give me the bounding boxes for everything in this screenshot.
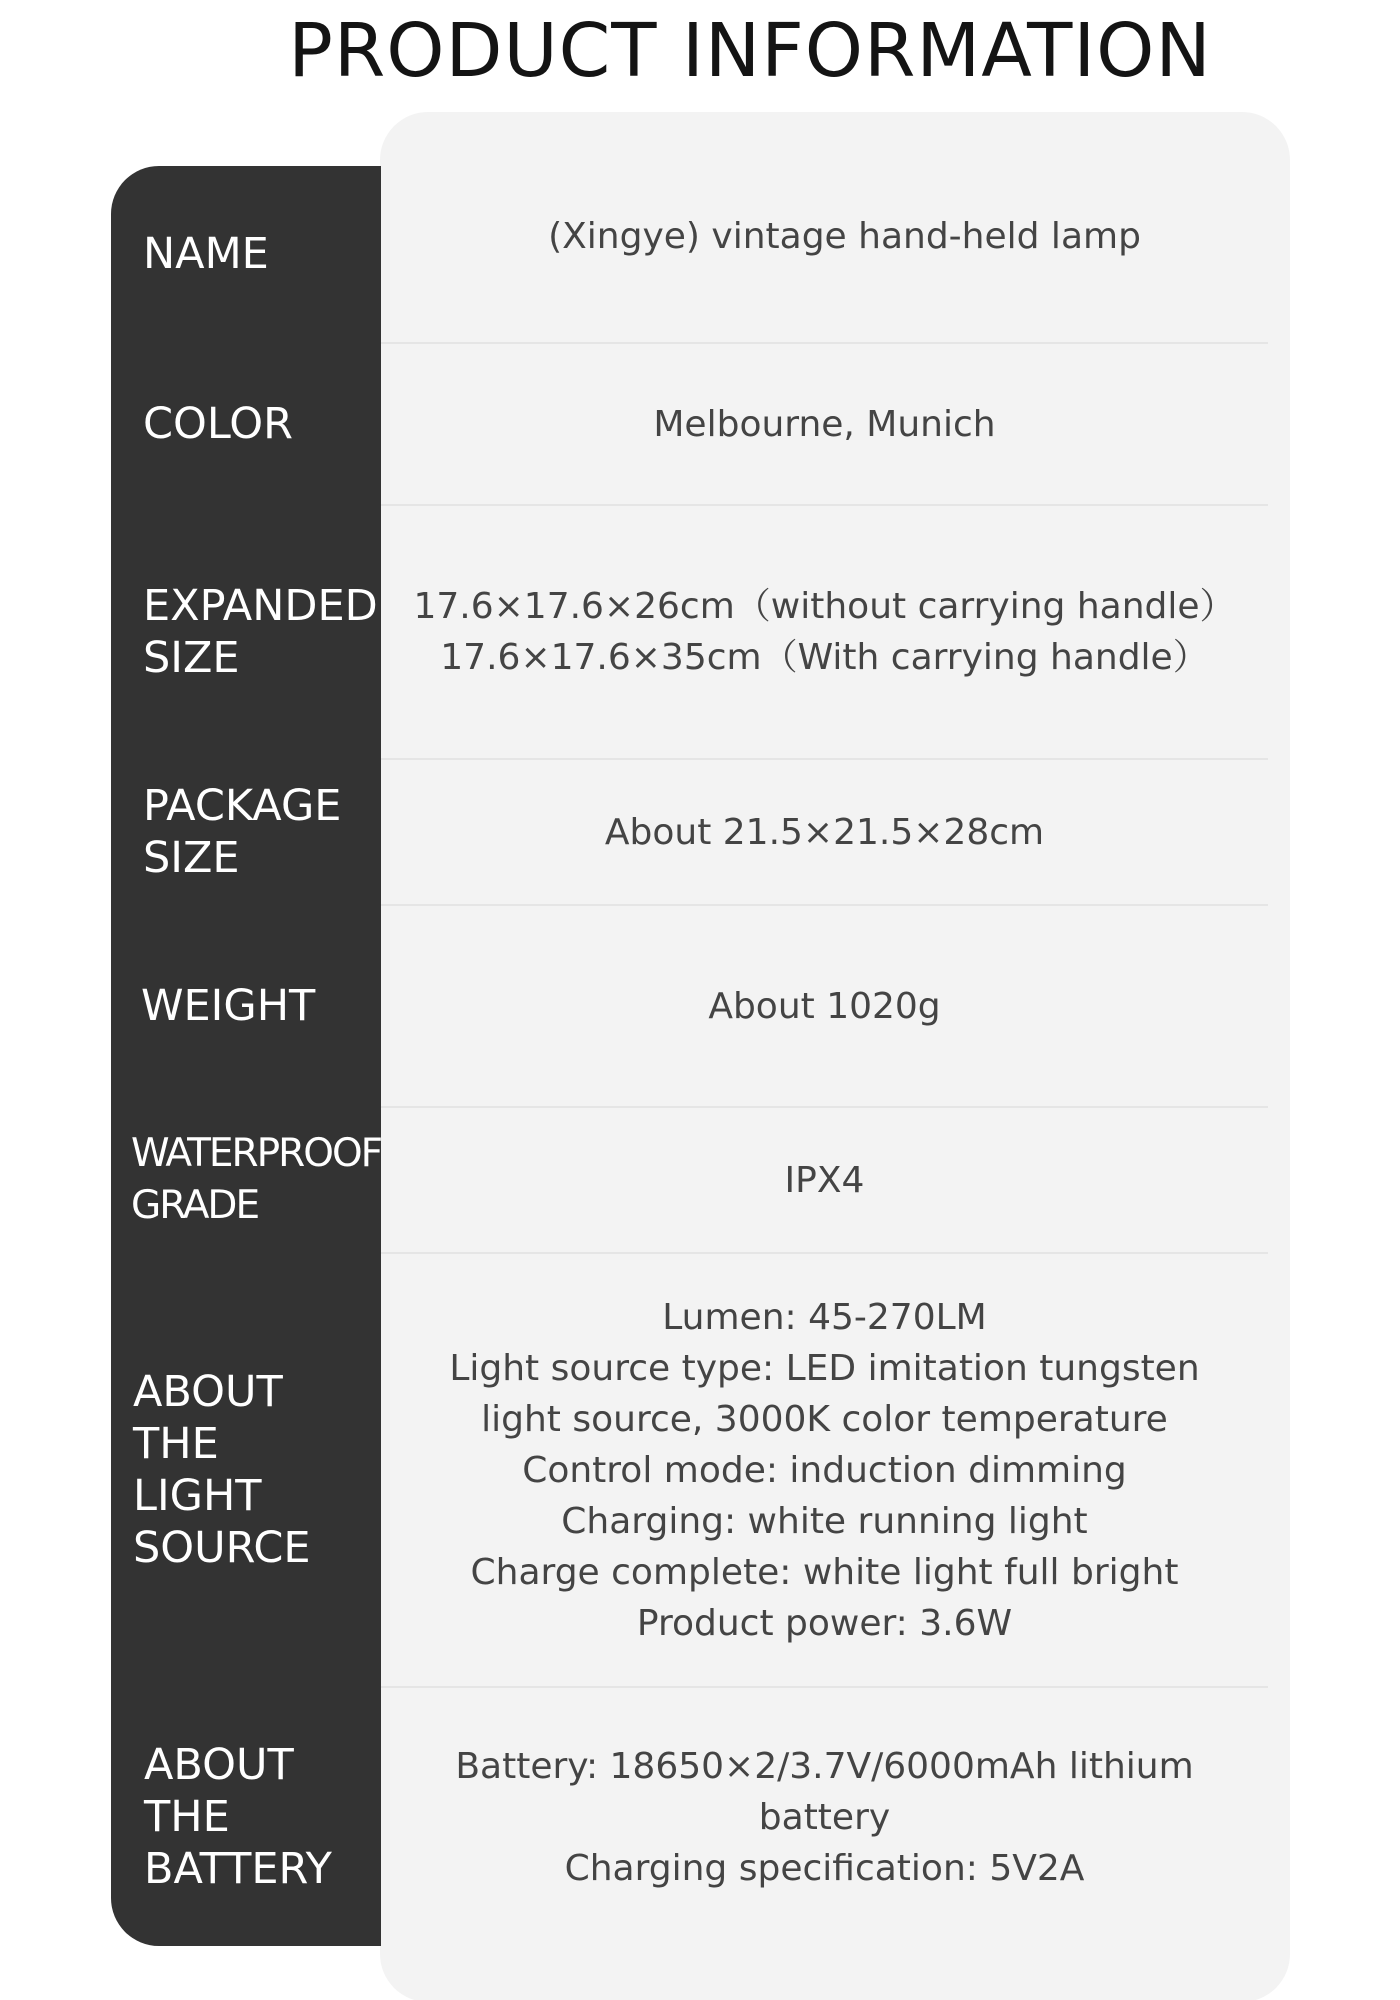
spec-label-light-source: ABOUT THE LIGHT SOURCE bbox=[133, 1367, 311, 1573]
spec-value-weight-text: About 1020g bbox=[708, 985, 941, 1027]
spec-value-color bbox=[381, 344, 1268, 504]
spec-value-color-text: Melbourne, Munich bbox=[653, 403, 996, 445]
spec-value-name-text: (Xingye) vintage hand-held lamp bbox=[548, 216, 1141, 257]
spec-label-package-size: PACKAGE SIZE bbox=[143, 781, 342, 883]
spec-value-waterproof-grade bbox=[381, 1108, 1268, 1252]
spec-row-waterproof-grade bbox=[111, 1108, 1268, 1252]
spec-label-weight: WEIGHT bbox=[141, 981, 316, 1031]
spec-value-package-size bbox=[381, 760, 1268, 904]
spec-label-name: NAME bbox=[143, 229, 269, 279]
spec-value-package-size-text: About 21.5×21.5×28cm bbox=[604, 811, 1045, 853]
spec-value-expanded-size bbox=[381, 506, 1268, 758]
spec-value-weight bbox=[381, 906, 1268, 1106]
spec-value-light-source bbox=[381, 1254, 1268, 1686]
spec-label-waterproof-grade: WATERPROOF GRADE bbox=[131, 1131, 382, 1228]
spec-row-battery bbox=[111, 1688, 1268, 1946]
spec-label-color: COLOR bbox=[143, 399, 294, 449]
spec-row-name bbox=[111, 166, 1268, 342]
spec-label-battery: ABOUT THE BATTERY bbox=[144, 1740, 332, 1894]
spec-value-name bbox=[381, 166, 1268, 342]
spec-row-package-size bbox=[111, 760, 1268, 904]
spec-value-battery-text: Battery: 18650×2/3.7V/6000mAh lithium battery Charging specification: 5V2A bbox=[455, 1745, 1194, 1889]
spec-row-light-source bbox=[111, 1254, 1268, 1686]
spec-label-expanded-size: EXPANDED SIZE bbox=[143, 581, 378, 683]
spec-value-expanded-size-text: 17.6×17.6×26cm（without carrying handle） 17.6×17.6×35cm（With carrying handle） bbox=[413, 586, 1236, 678]
spec-value-waterproof-grade-text: IPX4 bbox=[784, 1159, 865, 1201]
spec-row-weight bbox=[111, 906, 1268, 1106]
spec-value-light-source-text: Lumen: 45-270LM Light source type: LED imitation tungsten light source, 3000K color temperature Control mode: induction dimming Charging: white running light Charge complete: white light full bright Product power: 3.6W bbox=[449, 1296, 1200, 1644]
page-title: PRODUCT INFORMATION bbox=[288, 8, 1212, 94]
spec-row-expanded-size bbox=[111, 506, 1268, 758]
spec-value-battery bbox=[381, 1688, 1268, 1946]
spec-row-color bbox=[111, 344, 1268, 504]
